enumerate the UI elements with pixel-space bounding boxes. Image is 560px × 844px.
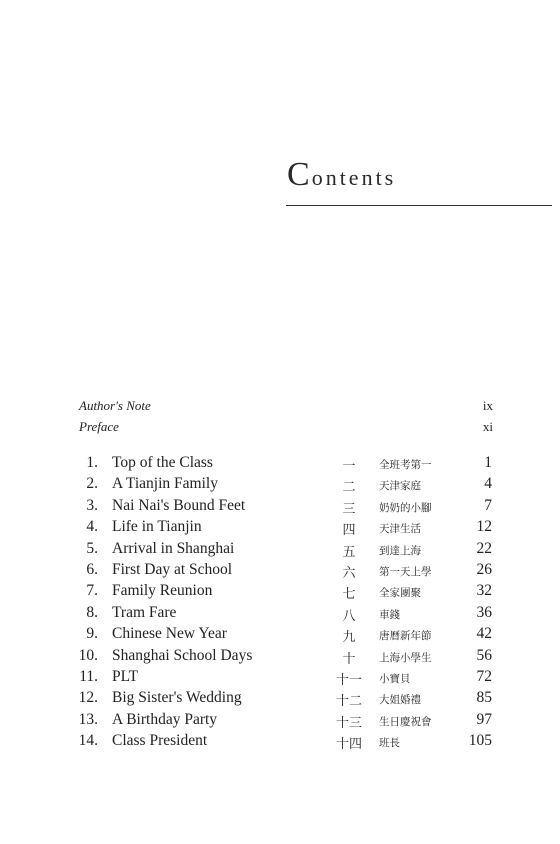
chapter-chinese-title: 小寶貝 xyxy=(379,673,411,685)
chapter-number: 4. xyxy=(86,518,98,536)
chapter-chinese-number: 十二 xyxy=(335,694,362,710)
chapter-page: 26 xyxy=(476,561,492,578)
chapter-chinese-number: 六 xyxy=(342,566,356,581)
chapter-title: A Birthday Party xyxy=(112,710,218,728)
front-matter-page: ix xyxy=(482,398,493,413)
chapter-title: PLT xyxy=(112,668,139,685)
chapter-page: 32 xyxy=(476,582,492,600)
title-rest: ontents xyxy=(311,165,397,190)
chapter-entry[interactable] xyxy=(0,604,560,625)
chapter-title: First Day at School xyxy=(112,561,233,578)
front-matter-authors-note[interactable] xyxy=(79,398,493,418)
chapter-entry[interactable] xyxy=(0,561,560,582)
chapter-title: Tram Fare xyxy=(112,603,177,621)
chapter-chinese-number: 五 xyxy=(342,544,356,560)
chapter-chinese-number: 十 xyxy=(342,651,356,667)
chapter-entry[interactable] xyxy=(0,647,560,668)
chapter-page: 85 xyxy=(476,689,492,707)
title-initial: C xyxy=(287,156,312,193)
chapter-page: 7 xyxy=(484,496,492,514)
chapter-number: 9. xyxy=(86,625,98,643)
chapter-chinese-number: 八 xyxy=(342,608,356,624)
chapter-number: 11. xyxy=(79,668,98,685)
chapter-number: 10. xyxy=(78,646,98,664)
chapter-number: 5. xyxy=(86,539,98,557)
chapter-chinese-number: 十一 xyxy=(335,673,362,688)
chapter-number: 3. xyxy=(86,496,98,514)
chapter-title: Arrival in Shanghai xyxy=(112,539,235,557)
chapter-chinese-title: 唐曆新年節 xyxy=(379,630,432,643)
front-matter-label: Preface xyxy=(79,419,119,434)
chapter-page: 56 xyxy=(476,646,492,664)
chapter-entry[interactable] xyxy=(0,475,560,496)
chapter-entry[interactable] xyxy=(0,732,560,753)
front-matter-label: Author's Note xyxy=(79,398,151,413)
chapter-chinese-number: 十三 xyxy=(335,715,362,731)
chapter-page: 4 xyxy=(484,475,492,493)
chapter-entry[interactable] xyxy=(0,668,560,689)
chapter-chinese-number: 十四 xyxy=(335,737,362,753)
chapter-entry[interactable] xyxy=(0,711,560,732)
chapter-page: 12 xyxy=(476,518,492,536)
chapter-chinese-title: 車錢 xyxy=(379,608,400,621)
front-matter-page: xi xyxy=(482,419,493,434)
chapter-number: 6. xyxy=(86,561,98,578)
chapter-title: A Tianjin Family xyxy=(112,475,218,493)
chapter-title: Top of the Class xyxy=(112,454,213,471)
chapter-number: 8. xyxy=(86,603,98,621)
chapter-title: Big Sister's Wedding xyxy=(112,689,242,707)
chapter-chinese-title: 第一天上學 xyxy=(379,566,432,578)
chapter-title: Family Reunion xyxy=(112,582,213,600)
chapter-number: 7. xyxy=(86,582,98,600)
chapter-chinese-title: 天津生活 xyxy=(379,523,421,536)
chapter-number: 14. xyxy=(78,732,98,750)
chapter-entry[interactable] xyxy=(0,540,560,561)
chapter-chinese-number: 二 xyxy=(342,480,356,496)
chapter-number: 12. xyxy=(78,689,98,707)
chapter-entry[interactable] xyxy=(0,454,560,475)
chapter-entry[interactable] xyxy=(0,689,560,710)
chapter-entry[interactable] xyxy=(0,625,560,646)
chapter-page: 105 xyxy=(468,732,492,750)
chapter-chinese-number: 一 xyxy=(342,459,356,474)
chapter-chinese-number: 七 xyxy=(342,587,356,603)
contents-title xyxy=(287,156,396,194)
chapter-entry[interactable] xyxy=(0,582,560,603)
chapter-chinese-title: 到達上海 xyxy=(379,544,421,557)
chapter-page: 1 xyxy=(484,454,492,471)
chapter-page: 42 xyxy=(476,625,492,643)
chapter-chinese-title: 全班考第一 xyxy=(379,459,432,471)
chapter-page: 72 xyxy=(476,668,492,685)
chapter-chinese-title: 大姐婚禮 xyxy=(379,694,421,707)
chapter-title: Nai Nai's Bound Feet xyxy=(112,496,246,514)
chapter-chinese-title: 天津家庭 xyxy=(379,480,421,493)
chapter-entry[interactable] xyxy=(0,518,560,539)
chapter-page: 97 xyxy=(476,710,492,728)
chapter-entry[interactable] xyxy=(0,497,560,518)
title-rule xyxy=(286,205,552,206)
chapter-number: 1. xyxy=(86,454,98,471)
chapter-chinese-number: 三 xyxy=(342,501,356,517)
front-matter-preface[interactable] xyxy=(79,419,493,439)
chapter-chinese-title: 上海小學生 xyxy=(379,651,432,664)
chapter-chinese-title: 生日慶祝會 xyxy=(379,715,432,728)
chapter-chinese-number: 四 xyxy=(342,523,356,539)
chapter-chinese-title: 全家團聚 xyxy=(379,587,421,600)
chapter-chinese-number: 九 xyxy=(342,630,356,646)
chapter-title: Chinese New Year xyxy=(112,625,227,643)
chapter-chinese-title: 奶奶的小腳 xyxy=(379,501,432,514)
chapter-chinese-title: 班長 xyxy=(379,737,400,750)
chapter-title: Class President xyxy=(112,732,208,750)
chapter-title: Shanghai School Days xyxy=(112,646,253,664)
chapter-number: 2. xyxy=(86,475,98,493)
chapter-page: 36 xyxy=(476,603,492,621)
chapter-title: Life in Tianjin xyxy=(112,518,202,536)
chapter-number: 13. xyxy=(78,710,98,728)
chapter-page: 22 xyxy=(476,539,492,557)
